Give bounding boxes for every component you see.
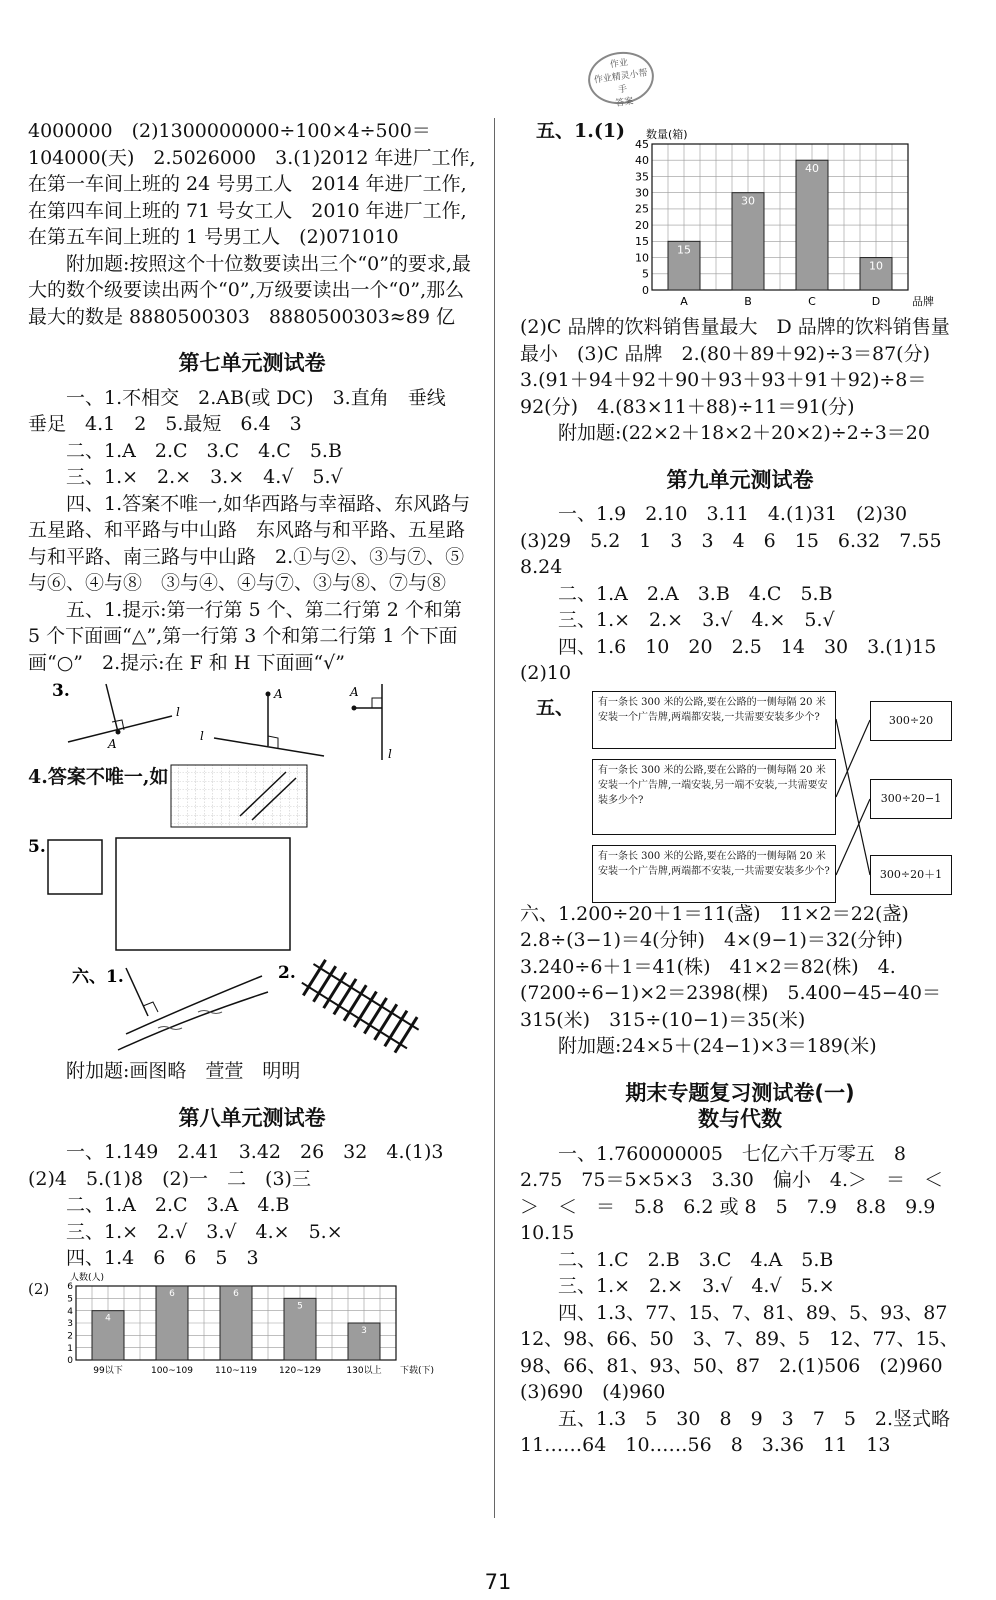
answer-line: 一、1.9 2.10 3.11 4.(1)31 (2)30 (3)29 5.2 1 3 3 4 6 15 6.32 7.55 8.24 [520, 503, 961, 578]
bar-data-label: 5 [297, 1300, 303, 1311]
bar-data-label: 6 [169, 1288, 175, 1299]
column-divider [494, 118, 495, 1518]
bar-data-label: 15 [677, 243, 691, 257]
y-axis-label: 数量(箱) [646, 128, 688, 141]
svg-text:l: l [200, 729, 204, 743]
y-tick-label: 25 [635, 202, 649, 216]
x-tick-label: 130以上 [346, 1365, 382, 1376]
answer-paragraph: 六、1.200÷20＋1＝11(盏) 11×2＝22(盏) 2.8÷(3−1)＝4(分钟) 4×(9−1)＝32(分钟) 3.240÷6＋1＝41(株) 41×2＝82(株) 4.(7200÷6−1)×2＝2398(棵) 5.400−45−40＝315(米) 315÷(10−1)＝35(米) [520, 902, 941, 1031]
answer-line: 三、1.× 2.× 3.√ 4.× 5.√ [558, 609, 835, 631]
fig5-label: 5. [28, 837, 46, 857]
extra-question: 附加题:按照这个十位数要读出三个“0”的要求,最大的数个级要读出两个“0”,万级要读出一个“0”,那么最大的数是 8880500303 8880500303≈89 亿 [28, 252, 471, 328]
answer-paragraph: (2)C 品牌的饮料销售量最大 D 品牌的饮料销售量最小 (3)C 品牌 2.(80＋89＋92)÷3＝87(分) 3.(91＋94＋92＋90＋93＋93＋91＋92)÷8＝92(分) 4.(83×11＋88)÷11＝91(分) [520, 316, 950, 418]
y-tick-label: 6 [67, 1281, 73, 1292]
rectangle-shape [116, 838, 290, 950]
x-axis-label: 品牌 [912, 295, 934, 308]
x-tick-label: B [744, 295, 752, 308]
left-column [28, 118, 476, 1387]
parallel-question [28, 764, 476, 830]
x-tick-label: 99以下 [93, 1365, 123, 1376]
river-and-railway [28, 958, 476, 1054]
square-shape [48, 840, 102, 894]
bar [796, 160, 828, 290]
answer-line: 二、1.A 2.C 3.C 4.C 5.B [66, 439, 342, 462]
answer-line: 一、1.149 2.41 3.42 26 32 4.(1)3 (2)4 5.(1)8 (2)一 二 (3)三 [28, 1141, 463, 1190]
bar-data-label: 6 [233, 1288, 239, 1299]
match-label: 五、 [536, 696, 575, 719]
matching-question [520, 689, 960, 901]
perpendicular-figure-2 [200, 687, 324, 756]
river-figure [118, 968, 268, 1050]
answer-stamp: 作业 作业精灵小帮手 答案 [585, 48, 658, 109]
rectangle-drawings [28, 834, 476, 954]
y-tick-label: 4 [67, 1306, 73, 1317]
x-tick-label: 110~119 [215, 1365, 257, 1376]
y-tick-label: 0 [642, 283, 649, 297]
answer-line: 一、1.760000005 七亿六千万零五 8 2.75 75＝5×5×3 3.30 偏小 4.＞ ＝ ＜ ＞ ＜ ＝ 5.8 6.2 或 8 5 7.9 8.8 9.9 10.15 [520, 1142, 963, 1244]
answer-line: 三、1.× 2.× 3.√ 4.√ 5.× [558, 1275, 835, 1297]
fig4-text: 4.答案不唯一,如 [28, 766, 169, 788]
railway-figure [297, 958, 424, 1054]
x-axis-label: 下载(下) [400, 1365, 435, 1376]
parallel-lines-grid [170, 764, 310, 830]
answer-line: 四、1.答案不唯一,如华西路与幸福路、东风路与五星路、和平路与中山路 东风路与和平路、五星路与和平路、南三路与中山路 2.①与②、③与⑦、⑤与⑥、④与⑧ ③与④、④与⑦、③与⑧、⑦与⑧ [28, 492, 471, 594]
extra-question: 附加题:24×5＋(24−1)×3＝189(米) [558, 1035, 877, 1057]
download-count-chart [54, 1272, 474, 1380]
answer-line: 五、1.3 5 30 8 9 3 7 5 2.竖式略 11……64 10……56 8 3.36 11 13 [520, 1407, 970, 1456]
unit7-title: 第七单元测试卷 [178, 351, 326, 375]
chart2-wrap [28, 1272, 476, 1388]
bar-data-label: 3 [361, 1325, 367, 1336]
y-tick-label: 40 [635, 154, 649, 168]
bar-data-label: 40 [805, 162, 819, 176]
x-tick-label: C [808, 295, 816, 308]
svg-text:A: A [350, 685, 359, 699]
svg-text:l: l [176, 705, 180, 719]
answer-line: 二、1.A 2.C 3.A 4.B [66, 1194, 290, 1216]
answer-line: 四、1.4 6 6 5 3 [66, 1247, 259, 1269]
y-tick-label: 15 [635, 235, 649, 249]
x-tick-label: D [871, 295, 881, 308]
extra-question: 附加题:画图略 萱萱 明明 [66, 1060, 301, 1082]
svg-text:l: l [388, 747, 392, 760]
q5-label: 五、1.(1) [536, 120, 626, 142]
chart1-wrap [520, 118, 960, 314]
y-tick-label: 35 [635, 170, 649, 184]
sales-bar-chart [620, 118, 960, 314]
y-tick-label: 10 [635, 251, 649, 265]
bar-data-label: 4 [105, 1313, 111, 1324]
y-tick-label: 5 [67, 1293, 73, 1304]
y-tick-label: 30 [635, 186, 649, 200]
chart2-label: (2) [28, 1279, 50, 1298]
answer-paragraph: 4000000 (2)1300000000÷100×4÷500＝104000(天) 2.5026000 3.(1)2012 年进厂工作,在第一车间上班的 24 号男工人 2014 年进厂工作,在第四车间上班的 71 号女工人 2010 年进厂工作,在第五车间上班的 1 号男工人 (2)071010 [28, 120, 476, 248]
y-tick-label: 0 [67, 1355, 73, 1366]
match-lines [520, 689, 960, 905]
fig3-label: 3. [52, 681, 70, 701]
unit9-title: 第九单元测试卷 [666, 467, 814, 492]
answer-line: 二、1.C 2.B 3.C 4.A 5.B [558, 1248, 834, 1271]
match-left-box: 有一条长 300 米的公路,要在公路的一侧每隔 20 米安装一个广告牌,两端都不安装,一共需要安装多少个? [592, 845, 836, 903]
match-right-box: 300÷20＋1 [870, 855, 952, 895]
svg-text:A: A [274, 687, 283, 701]
fig6-label: 六、1. [72, 967, 124, 987]
answer-line: 三、1.× 2.× 3.× 4.√ 5.√ [66, 466, 343, 488]
y-tick-label: 2 [67, 1330, 73, 1341]
answer-line: 一、1.不相交 2.AB(或 DC) 3.直角 垂线 垂足 4.1 2 5.最短 6.4 3 [28, 386, 465, 435]
x-tick-label: 120~129 [279, 1365, 321, 1376]
bar-data-label: 10 [869, 259, 883, 273]
y-tick-label: 3 [67, 1318, 73, 1329]
fig6b-label: 2. [278, 963, 296, 983]
final-subtitle: 数与代数 [698, 1107, 782, 1131]
x-tick-label: 100~109 [151, 1365, 193, 1376]
perpendicular-figures [28, 680, 476, 760]
page-number: 71 [484, 1570, 512, 1594]
right-column [520, 118, 970, 1459]
extra-question: 附加题:(22×2＋18×2＋20×2)÷2÷3＝20 [558, 422, 930, 444]
final-title: 期末专题复习测试卷(一) [625, 1080, 855, 1105]
perpendicular-figure-1 [68, 684, 180, 751]
y-tick-label: 20 [635, 218, 649, 232]
answer-line: 四、1.3、77、15、7、81、89、5、93、87 12、98、66、50 3、7、89、5 12、77、15、98、66、81、93、50、87 2.(1)506 (2)960 (3)690 (4)960 [520, 1301, 967, 1403]
answer-line: 三、1.× 2.√ 3.√ 4.× 5.× [66, 1220, 343, 1243]
answer-line: 四、1.6 10 20 2.5 14 30 3.(1)15 (2)10 [520, 635, 956, 684]
match-right-box: 300÷20−1 [870, 779, 952, 819]
svg-text:A: A [108, 737, 117, 751]
bar-data-label: 30 [741, 194, 755, 208]
match-left-box: 有一条长 300 米的公路,要在公路的一侧每隔 20 米安装一个广告牌,一端安装,另一端不安装,一共需要安装多少个? [592, 759, 836, 835]
y-tick-label: 45 [635, 137, 649, 151]
y-tick-label: 5 [642, 267, 649, 281]
x-tick-label: A [680, 295, 688, 308]
perpendicular-figure-3 [349, 684, 392, 760]
answer-line: 二、1.A 2.A 3.B 4.C 5.B [558, 582, 833, 605]
match-left-box: 有一条长 300 米的公路,要在公路的一侧每隔 20 米安装一个广告牌,两端都安装,一共需要安装多少个? [592, 691, 836, 749]
unit8-title: 第八单元测试卷 [178, 1105, 326, 1130]
y-axis-label: 人数(人) [70, 1272, 105, 1283]
y-tick-label: 1 [67, 1343, 73, 1354]
answer-line: 五、1.提示:第一行第 5 个、第二行第 2 个和第 5 个下面画“△”,第一行第 3 个和第二行第 1 个下面画“○” 2.提示:在 F 和 H 下面画“√” [28, 598, 462, 674]
match-right-box: 300÷20 [870, 701, 952, 741]
